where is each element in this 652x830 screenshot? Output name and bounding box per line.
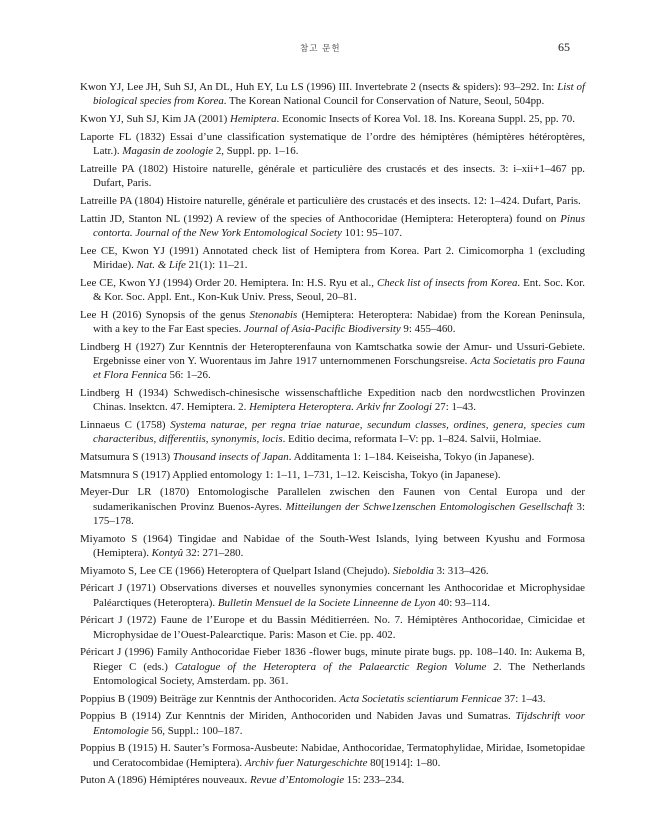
reference-title: Revue d’Entomologie: [250, 774, 345, 787]
reference-text: Péricart J (1972) Faune de l’Europe et du Bassin Méditierréen. No. 7. Hémiptères Anthocoridae, Cimicidae et Microphysidae de l’Ouest-Palearctique. Paris: Mason et Cie. pp. 402.: [80, 614, 585, 641]
reference-title: Stenonabis: [249, 308, 298, 321]
reference-text: Latreille PA (1804) Histoire naturelle, générale et particulière des crustacés et des insects. 12: 1–424. Dufart, Paris.: [80, 194, 581, 207]
reference-text: 15: 233–234.: [344, 774, 405, 787]
reference-title: Kontyû: [151, 546, 184, 559]
reference-text: 80[1914]: 1–80.: [367, 756, 441, 769]
reference-list: [80, 80, 585, 791]
reference-text: 3: 175–178.: [93, 500, 585, 527]
reference-text: Matsmnura S (1917) Applied entomology 1: 1–11, 1–731, 1–12. Keiscisha, Tokyo (in Japanese).: [80, 468, 501, 481]
reference-text: (Hemiptera: Heteroptera: Nabidae) from the Korean Peninsula, with a key to the Far East species.: [93, 308, 585, 335]
reference-text: Meyer-Dur LR (1870) Entomologische Parallelen zwischen den Faunen von Cental Europa und der sudamerikanischen Provinz Buenos-Ayres.: [80, 486, 585, 513]
reference-text: 56: 1–26.: [166, 369, 211, 381]
reference-title: Magasin de zoologie: [122, 145, 214, 157]
reference-text: . Ent. Soc. Kor. & Kor. Soc. Appl. Ent., Kon-Kuk Univ. Press, Seoul, 20–81.: [93, 276, 585, 303]
reference-text: Lattin JD, Stanton NL (1992) A review of the species of Anthocoridae (Hemiptera: Heteroptera) found on: [80, 212, 561, 225]
reference-text: 27: 1–43.: [432, 401, 476, 413]
reference-entry: [80, 645, 585, 688]
reference-text: Puton A (1896) Hémiptéres nouveaux.: [80, 774, 250, 787]
reference-title: Nat. & Life: [136, 258, 186, 271]
reference-title: Acta Societatis scientiarum Fennicae: [339, 692, 502, 705]
reference-title: Check list of insects from Korea: [376, 276, 518, 289]
reference-title: Sieboldia: [392, 564, 434, 577]
reference-title: Hemiptera: [229, 113, 277, 125]
reference-title: Catalogue of the Heteroptera of the Palaearctic Region Volume 2: [174, 660, 499, 673]
reference-title: Bulletin Mensuel de la Societe Linneenne de Lyon: [217, 596, 436, 609]
reference-title: Systema naturae, per regna triae naturae, secundum classes, ordines, genera, species cum characteribus, differentiis, synonymis, locis: [93, 418, 586, 445]
reference-entry: [80, 692, 585, 706]
reference-entry: [80, 80, 585, 108]
reference-text: 101: 95–107.: [341, 226, 403, 239]
reference-title: Thousand insects of Japan: [172, 450, 289, 463]
reference-text: . The Netherlands Entomological Society, Amsterdam. pp. 361.: [93, 660, 585, 687]
reference-text: 3: 313–426.: [433, 564, 489, 577]
reference-text: Poppius B (1914) Zur Kenntnis der Miriden, Anthocoriden und Nabiden Javas und Sumatras.: [80, 710, 516, 723]
reference-title: Hemiptera Heteroptera. Arkiv fnr Zoologi: [249, 401, 433, 413]
reference-title: Journal of Asia-Pacific Biodiversity: [243, 322, 401, 335]
reference-text: Kwon YJ, Suh SJ, Kim JA (2001): [80, 113, 230, 125]
reference-entry: [80, 485, 585, 528]
reference-text: Poppius B (1915) H. Sauter’s Formosa-Ausbeute: Nabidae, Anthocoridae, Termatophylidae, Miridae, Isometopidae und Ceratocombidae (Hemiptera).: [80, 742, 585, 769]
reference-title: Mitteilungen der Schwe1zenschen Entomologischen Gesellschaft: [285, 500, 573, 513]
reference-text: Lee CE, Kwon YJ (1994) Order 20. Hemiptera. In: H.S. Ryu et al.,: [80, 276, 377, 289]
reference-entry: [80, 130, 585, 158]
reference-text: Linnaeus C (1758): [80, 418, 171, 431]
reference-entry: [80, 564, 585, 578]
reference-text: Lindberg H (1934) Schwedisch-chinesische wissenschaftliche Expedition nacb den nordwcstlichen Provinzen Chinas. lnsektcn. 47. Hemiptera. 2.: [80, 386, 585, 413]
reference-text: 40: 93–114.: [435, 596, 490, 609]
reference-text: Lee CE, Kwon YJ (1991) Annotated check list of Hemiptera from Korea. Part 2. Cimicomorpha 1 (excluding Miridae).: [80, 244, 585, 271]
reference-entry: [80, 340, 585, 383]
reference-text: 37: 1–43.: [501, 692, 546, 705]
reference-text: Péricart J (1971) Observations diverses et nouvelles synonymies concernant les Anthocoridae et Microphysidae Paléarctiques (Heteroptera).: [80, 582, 585, 609]
reference-text: 2, Suppl. pp. 1–16.: [213, 145, 299, 157]
reference-text: Péricart J (1996) Family Anthocoridae Fieber 1836 -flower bugs, minute pirate bugs. pp. 108–140. In: Aukema B, Rieger C (eds.): [80, 646, 585, 673]
reference-entry: [80, 613, 585, 641]
reference-entry: [80, 386, 585, 414]
reference-entry: [80, 581, 585, 609]
reference-text: Miyamoto S (1964) Tingidae and Nabidae of the South-West Islands, lying between Kyushu and Formosa (Hemiptera).: [80, 532, 585, 559]
section-title: 참고 문헌: [300, 44, 341, 54]
reference-entry: [80, 162, 585, 190]
reference-text: Miyamoto S, Lee CE (1966) Heteroptera of Quelpart Island (Chejudo).: [80, 564, 393, 577]
reference-text: . The Korean National Council for Conservation of Nature, Seoul, 504pp.: [223, 95, 545, 108]
reference-text: Lindberg H (1927) Zur Kenntnis der Heteropterenfauna von Kamtschatka sowie der Amur- und Ussuri-Gebiete. Ergebnisse einer von Y. Wuorentaus im Jahre 1917 unternommenen Forschungsreise.: [80, 340, 585, 367]
reference-entry: [80, 212, 585, 240]
reference-entry: [80, 773, 585, 787]
reference-title: Acta Societatis pro Fauna et Flora Fennica: [93, 354, 585, 381]
reference-entry: [80, 276, 585, 304]
reference-text: Kwon YJ, Lee JH, Suh SJ, An DL, Huh EY, Lu LS (1996) III. Invertebrate 2 (nsects & spiders): 93–292. In:: [80, 81, 558, 93]
reference-title: List of biological species from Korea: [93, 81, 585, 108]
reference-text: 56, Suppl.: 100–187.: [148, 724, 243, 737]
reference-title: Archiv fuer Naturgeschichte: [244, 756, 368, 769]
reference-title: Tijdschrift voor Entomologie: [93, 710, 585, 737]
reference-text: Laporte FL (1832) Essai d’une classification systematique de l’ordre des hémiptères (hémiptères hétéroptères, Latr.).: [80, 130, 585, 157]
page-header: [0, 40, 652, 60]
reference-title: Pinus contorta. Journal of the New York Entomological Society: [93, 212, 585, 239]
reference-entry: [80, 741, 585, 769]
reference-entry: [80, 308, 585, 336]
reference-text: . Additamenta 1: 1–184. Keiseisha, Tokyo (in Japanese).: [288, 450, 535, 463]
page-number: 65: [558, 40, 570, 54]
reference-text: 32: 271–280.: [183, 546, 244, 559]
reference-text: Lee H (2016) Synopsis of the genus: [80, 308, 250, 321]
reference-text: Poppius B (1909) Beiträge zur Kenntnis der Anthocoriden.: [80, 692, 340, 705]
reference-text: 9: 455–460.: [400, 322, 456, 335]
reference-entry: [80, 709, 585, 737]
reference-entry: [80, 468, 585, 482]
reference-entry: [80, 244, 585, 272]
reference-entry: [80, 112, 585, 126]
reference-entry: [80, 194, 585, 208]
reference-entry: [80, 418, 585, 446]
reference-text: . Editio decima, reformata I–V: pp. 1–824. Salvii, Holmiae.: [282, 433, 542, 445]
reference-text: . Economic Insects of Korea Vol. 18. Ins. Koreana Suppl. 25, pp. 70.: [276, 113, 575, 125]
reference-text: Matsumura S (1913): [80, 450, 173, 463]
reference-entry: [80, 450, 585, 464]
reference-text: Latreille PA (1802) Histoire naturelle, générale et particulière des crustacés et des insects. 3: i–xii+1–467 pp. Dufart, Paris.: [80, 162, 585, 189]
reference-text: 21(1): 11–21.: [185, 258, 248, 271]
reference-entry: [80, 532, 585, 560]
